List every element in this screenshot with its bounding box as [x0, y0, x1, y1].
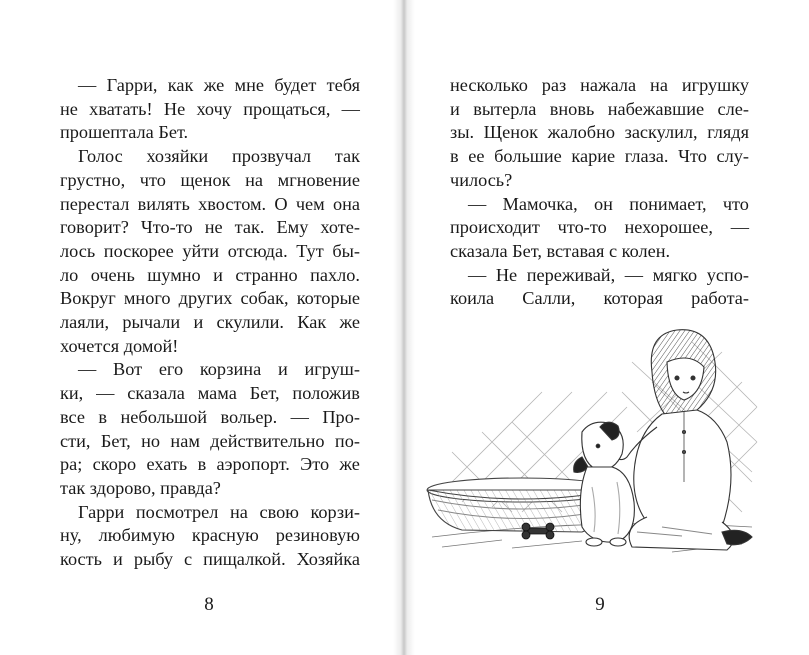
- text-line: лаяли, рычали и скулили. Как же: [60, 312, 360, 333]
- text-line: хочется домой!: [60, 335, 179, 356]
- text-line: происходит что-то нехорошее, —: [450, 217, 749, 238]
- girl-with-puppy-illustration: [422, 322, 762, 577]
- book-gutter: [393, 0, 415, 655]
- text-line: — Не переживай, — мягко успо-: [468, 264, 749, 285]
- text-line: не хватать! Не хочу прощаться, —: [60, 98, 360, 119]
- text-line: — Мамочка, он понимает, что: [468, 193, 749, 214]
- text-line: все в небольшой вольер. — Про-: [60, 406, 360, 427]
- text-line: прошептала Бет.: [60, 122, 189, 143]
- text-line: Гарри посмотрел на свою корзи-: [78, 501, 360, 522]
- text-line: зы. Щенок жалобно заскулил, глядя: [450, 122, 749, 143]
- text-line: и вытерла вновь набежавшие сле-: [450, 98, 749, 119]
- text-line: Вокруг много других собак, которые: [60, 288, 360, 309]
- text-line: ну, любимую красную резиновую: [60, 525, 360, 546]
- text-line: ло очень шумно и странно пахло.: [60, 264, 360, 285]
- text-line: сти, Бет, но нам действительно по-: [60, 430, 360, 451]
- text-line: в ее большие карие глаза. Что слу-: [450, 146, 749, 167]
- text-line: ра; скоро ехать в аэропорт. Это же: [60, 454, 360, 475]
- text-line: чилось?: [450, 169, 513, 190]
- text-line: — Вот его корзина и игруш-: [78, 359, 360, 380]
- text-line: Голос хозяйки прозвучал так: [78, 146, 360, 167]
- text-line: говорит? Что-то не так. Ему хоте-: [60, 217, 360, 238]
- page-number: 8: [204, 594, 214, 615]
- page-number: 9: [595, 594, 605, 615]
- text-line: ки, — сказала мама Бет, положив: [60, 383, 360, 404]
- text-line: коила Салли, которая работа-: [450, 288, 749, 309]
- text-line: — Гарри, как же мне будет тебя: [78, 75, 360, 95]
- text-line: лось поскорее уйти отсюда. Тут бы-: [60, 240, 360, 261]
- right-page: [400, 0, 809, 655]
- puppy: [574, 422, 635, 546]
- text-line: кость и рыбу с пищалкой. Хозяйка: [60, 549, 360, 570]
- text-line: несколько раз нажала на игрушку: [450, 75, 749, 95]
- text-line: перестал вилять хвостом. О чем она: [60, 193, 360, 214]
- left-page-text: [60, 74, 360, 572]
- text-line: сказала Бет, вставая с колен.: [450, 240, 671, 261]
- right-page-text: [450, 74, 749, 311]
- text-line: так здорово, правда?: [60, 477, 221, 498]
- text-line: грустно, что щенок на мгновение: [60, 169, 360, 190]
- left-page: [0, 0, 400, 655]
